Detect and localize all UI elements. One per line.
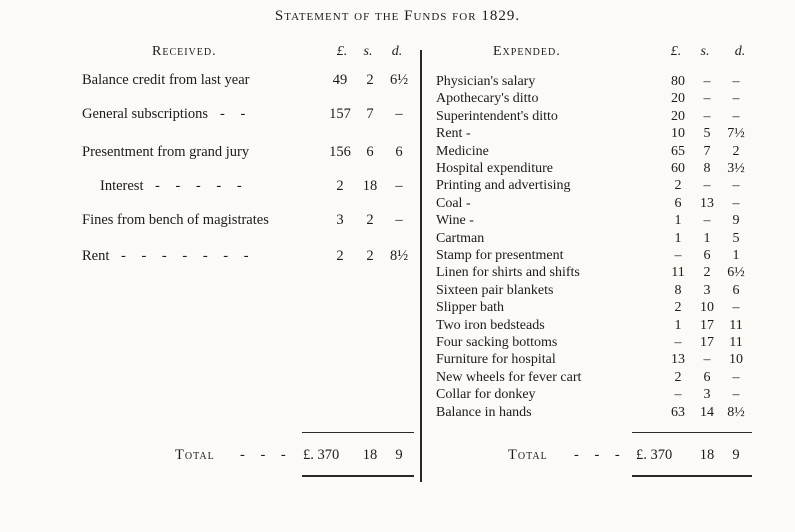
expended-row-shillings: 8 bbox=[703, 161, 711, 176]
received-row-pounds: 157 bbox=[329, 106, 351, 122]
expended-row-pence: 5 bbox=[732, 231, 740, 246]
expended-row-shillings: 6 bbox=[703, 248, 711, 263]
expended-row-shillings: 13 bbox=[700, 196, 714, 211]
received-total-rule bbox=[302, 432, 414, 433]
expended-row-label: Rent - bbox=[436, 126, 471, 141]
received-row-dashes: - - - - - bbox=[155, 178, 248, 194]
received-row-label: Fines from bench of magistrates bbox=[82, 212, 269, 228]
expended-row-shillings: – bbox=[703, 74, 711, 89]
expended-row-label: Cartman bbox=[436, 231, 485, 246]
expended-row-shillings: 3 bbox=[703, 283, 711, 298]
expended-row-pence: 6 bbox=[732, 283, 740, 298]
expended-row-shillings: 1 bbox=[703, 231, 711, 246]
expended-row-label: Medicine bbox=[436, 144, 489, 159]
received-row-shillings: 7 bbox=[366, 106, 374, 122]
expended-row-label: Four sacking bottoms bbox=[436, 335, 558, 350]
expended-row-shillings: 17 bbox=[700, 318, 714, 333]
expended-row-pounds: 8 bbox=[674, 283, 682, 298]
expended-row-shillings: – bbox=[703, 213, 711, 228]
expended-row-shillings: – bbox=[703, 91, 711, 106]
expended-row-pounds: 60 bbox=[671, 161, 685, 176]
expended-row-shillings: – bbox=[703, 178, 711, 193]
received-row-label: Interest bbox=[100, 178, 144, 194]
expended-row-pounds: 80 bbox=[671, 74, 685, 89]
received-total-shillings: 18 bbox=[362, 447, 378, 463]
expended-row-label: Furniture for hospital bbox=[436, 352, 556, 367]
expended-row-pence: 2 bbox=[732, 144, 740, 159]
received-total-label: Total bbox=[175, 447, 215, 463]
expended-row-shillings: – bbox=[703, 109, 711, 124]
expended-row-pence: – bbox=[732, 109, 740, 124]
expended-row-pounds: – bbox=[674, 387, 682, 402]
expended-row-pence: 6½ bbox=[727, 265, 745, 280]
expended-row-pounds: – bbox=[674, 248, 682, 263]
expended-row-pence: – bbox=[732, 178, 740, 193]
expended-row-pounds: 2 bbox=[674, 300, 682, 315]
expended-row-pence: – bbox=[732, 300, 740, 315]
expended-total-pounds: £. 370 bbox=[636, 447, 673, 463]
expended-total-double-rule bbox=[632, 475, 752, 477]
expended-row-shillings: 2 bbox=[703, 265, 711, 280]
expended-total-shillings: 18 bbox=[699, 447, 715, 463]
expended-row-shillings: – bbox=[703, 352, 711, 367]
received-row-shillings: 2 bbox=[366, 248, 374, 264]
received-row-pence: 8½ bbox=[389, 248, 409, 264]
expended-row-label: Wine - bbox=[436, 213, 474, 228]
received-row-pounds: 2 bbox=[336, 178, 344, 194]
expended-row-shillings: 3 bbox=[703, 387, 711, 402]
expended-row-pence: – bbox=[732, 74, 740, 89]
received-shillings-header: s. bbox=[363, 44, 373, 59]
received-row-shillings: 2 bbox=[366, 212, 374, 228]
received-row-label: Presentment from grand jury bbox=[82, 144, 250, 160]
expended-row-pounds: 1 bbox=[674, 318, 682, 333]
expended-row-pence: 11 bbox=[729, 318, 743, 333]
expended-pounds-header: £. bbox=[670, 44, 682, 59]
expended-total-rule bbox=[632, 432, 752, 433]
expended-row-pounds: 2 bbox=[674, 178, 682, 193]
expended-row-pounds: 65 bbox=[671, 144, 685, 159]
expended-total-label: Total bbox=[508, 447, 548, 463]
expended-row-label: Two iron bedsteads bbox=[436, 318, 545, 333]
expended-row-pence: 3½ bbox=[727, 161, 745, 176]
expended-row-pence: 11 bbox=[729, 335, 743, 350]
received-row-pence: 6 bbox=[395, 144, 403, 160]
expended-row-label: Sixteen pair blankets bbox=[436, 283, 554, 298]
received-row-pounds: 2 bbox=[336, 248, 344, 264]
expended-row-label: Apothecary's ditto bbox=[436, 91, 539, 106]
expended-row-pence: 1 bbox=[732, 248, 740, 263]
received-heading: Received. bbox=[152, 44, 217, 59]
expended-row-pounds: 10 bbox=[671, 126, 685, 141]
expended-row-label: Physician's salary bbox=[436, 74, 536, 89]
expended-row-shillings: 6 bbox=[703, 370, 711, 385]
page-title: Statement of the Funds for 1829. bbox=[274, 8, 521, 24]
received-row-pence: – bbox=[395, 178, 403, 194]
received-total-double-rule bbox=[302, 475, 414, 477]
expended-row-pounds: 6 bbox=[674, 196, 682, 211]
expended-heading: Expended. bbox=[493, 44, 561, 59]
received-row-label: Balance credit from last year bbox=[82, 72, 250, 88]
expended-row-pounds: 11 bbox=[671, 265, 685, 280]
expended-row-label: Linen for shirts and shifts bbox=[436, 265, 580, 280]
expended-row-pence: – bbox=[732, 196, 740, 211]
received-row-label: General subscriptions bbox=[82, 106, 209, 122]
expended-row-pounds: 13 bbox=[671, 352, 685, 367]
expended-row-pounds: 63 bbox=[671, 405, 685, 420]
received-row-label: Rent bbox=[82, 248, 110, 264]
received-row-shillings: 6 bbox=[366, 144, 374, 160]
received-total-pence: 9 bbox=[395, 447, 403, 463]
expended-row-label: Coal - bbox=[436, 196, 471, 211]
expended-row-label: Collar for donkey bbox=[436, 387, 536, 402]
expended-pence-header: d. bbox=[734, 44, 746, 59]
expended-row-label: Superintendent's ditto bbox=[436, 109, 558, 124]
expended-row-pence: 7½ bbox=[727, 126, 745, 141]
expended-row-pence: – bbox=[732, 370, 740, 385]
expended-shillings-header: s. bbox=[700, 44, 710, 59]
received-pence-header: d. bbox=[391, 44, 403, 59]
received-row-pounds: 3 bbox=[336, 212, 344, 228]
expended-row-shillings: 5 bbox=[703, 126, 711, 141]
expended-row-shillings: 7 bbox=[703, 144, 711, 159]
received-total-pounds: £. 370 bbox=[303, 447, 340, 463]
expended-row-pence: 9 bbox=[732, 213, 740, 228]
received-total-dashes: - - - bbox=[240, 447, 292, 463]
received-row-shillings: 2 bbox=[366, 72, 374, 88]
expended-row-pounds: – bbox=[674, 335, 682, 350]
expended-row-pounds: 20 bbox=[671, 109, 685, 124]
center-divider bbox=[420, 50, 422, 482]
expended-row-label: Balance in hands bbox=[436, 405, 532, 420]
received-pounds-header: £. bbox=[336, 44, 348, 59]
expended-row-pence: – bbox=[732, 387, 740, 402]
received-row-pence: – bbox=[395, 212, 403, 228]
expended-row-pence: 10 bbox=[729, 352, 743, 367]
expended-row-shillings: 14 bbox=[700, 405, 714, 420]
expended-row-shillings: 10 bbox=[700, 300, 714, 315]
expended-row-pounds: 2 bbox=[674, 370, 682, 385]
received-row-shillings: 18 bbox=[362, 178, 378, 194]
expended-row-pence: 8½ bbox=[727, 405, 745, 420]
received-row-pounds: 49 bbox=[332, 72, 348, 88]
expended-row-pounds: 20 bbox=[671, 91, 685, 106]
expended-total-dashes: - - - bbox=[574, 447, 626, 463]
expended-row-pence: – bbox=[732, 91, 740, 106]
expended-row-pounds: 1 bbox=[674, 231, 682, 246]
expended-row-shillings: 17 bbox=[700, 335, 714, 350]
received-row-dashes: - - - - - - - bbox=[121, 248, 255, 264]
expended-row-pounds: 1 bbox=[674, 213, 682, 228]
expended-row-label: Slipper bath bbox=[436, 300, 505, 315]
expended-row-label: New wheels for fever cart bbox=[436, 370, 582, 385]
received-row-pence: – bbox=[395, 106, 403, 122]
received-row-dashes: - - bbox=[220, 106, 252, 122]
received-row-pence: 6½ bbox=[389, 72, 409, 88]
received-row-pounds: 156 bbox=[329, 144, 351, 160]
expended-total-pence: 9 bbox=[732, 447, 740, 463]
expended-row-label: Printing and advertising bbox=[436, 178, 571, 193]
expended-row-label: Hospital expenditure bbox=[436, 161, 554, 176]
expended-row-label: Stamp for presentment bbox=[436, 248, 564, 263]
